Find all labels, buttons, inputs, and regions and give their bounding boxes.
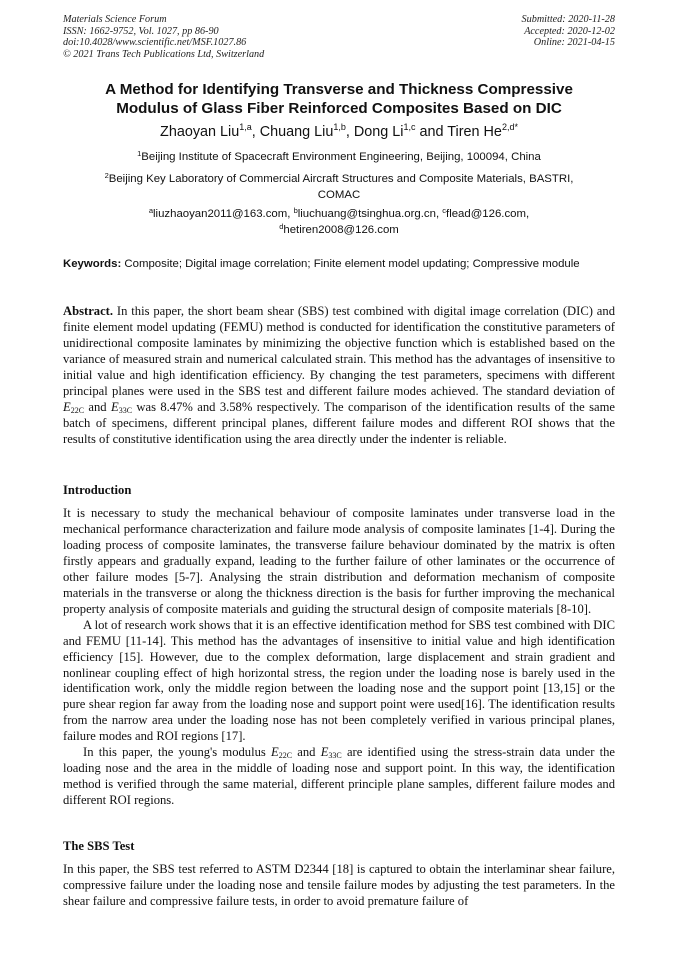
sbs-paragraph-1: In this paper, the SBS test referred to ASTM D2344 [18] is captured to obtain the interlaminar shear failure, compressive failure under the loading nose and tensile failure modes by adjusting the test parameters. In the shear failure and compressive failure tests, in order to avoid premature failure of bbox=[63, 862, 615, 908]
paper-title bbox=[60, 80, 618, 118]
author-list bbox=[40, 123, 638, 141]
sbs-body bbox=[63, 862, 615, 910]
journal-header-left bbox=[63, 14, 264, 60]
symbol-subscript: 22C bbox=[70, 405, 85, 415]
intro-paragraph-2: A lot of research work shows that it is an effective identification method for SBS test combined with DIC and FEMU [11-14]. This method has the advantages of insensitive to initial value and high identification efficiency [15]. However, due to the complex deformation, large displacement and strain gradient and nonlinear coupling effect of high horizontal stress, the region under the loading nose is barely used in the identification work, only the middle region between the loading nose and the support point [13,15] or the pure shear region far away from the loading nose and support point were used[16]. The identification results from the narrow area under the loading nose has not been completely verified in various principal planes, failure modes and ROI regions [17]. bbox=[63, 617, 615, 744]
journal-header-right bbox=[522, 14, 615, 49]
author-affil-sup: 1,b bbox=[333, 122, 346, 132]
title-line-1: A Method for Identifying Transverse and Thickness Compressive bbox=[105, 81, 573, 98]
journal-name: Materials Science Forum bbox=[63, 14, 167, 25]
title-line-2: Modulus of Glass Fiber Reinforced Composites Based on DIC bbox=[116, 100, 562, 117]
author-name: Chuang Liu bbox=[259, 124, 334, 140]
keywords bbox=[63, 257, 615, 273]
email-d: hetiren2008@126.com bbox=[283, 224, 399, 236]
submitted-date: Submitted: 2020-11-28 bbox=[521, 14, 615, 25]
author-sep: , bbox=[345, 124, 354, 140]
author-affil-sup: 1,c bbox=[403, 122, 416, 132]
author-affil-sup: 2,d* bbox=[501, 122, 518, 132]
intro-p3-text-2: and bbox=[292, 745, 321, 760]
author-name: Dong Li bbox=[353, 124, 404, 140]
affil-text: Beijing Key Laboratory of Commercial Aircraft Structures and Composite Materials, BASTRI, bbox=[108, 173, 574, 185]
symbol-subscript: 33C bbox=[118, 405, 133, 415]
symbol-e33c bbox=[321, 745, 342, 759]
author-sep: and bbox=[415, 124, 448, 140]
abstract-text-2: and bbox=[84, 399, 111, 414]
section-heading-sbs-test: The SBS Test bbox=[63, 839, 135, 853]
intro-p3-text-1: In this paper, the young's modulus bbox=[83, 745, 272, 760]
affil-sup: 2 bbox=[104, 171, 109, 180]
symbol-letter: E bbox=[110, 399, 119, 414]
symbol-letter: E bbox=[63, 399, 71, 414]
symbol-e33c bbox=[111, 400, 132, 414]
journal-copyright: © 2021 Trans Tech Publications Ltd, Switzerland bbox=[63, 48, 265, 60]
symbol-letter: E bbox=[320, 745, 329, 760]
email-a: liuzhaoyan2011@163.com, bbox=[153, 208, 294, 220]
author-affil-sup: 1,a bbox=[239, 122, 252, 132]
email-sup: b bbox=[293, 206, 298, 215]
keywords-text: Composite; Digital image correlation; Finite element model updating; Compressive module bbox=[124, 258, 580, 270]
email-b: liuchuang@tsinghua.org.cn, bbox=[297, 208, 443, 220]
author-sep: , bbox=[251, 124, 260, 140]
email-sup: c bbox=[442, 206, 447, 215]
keywords-label: Keywords: bbox=[63, 258, 122, 270]
intro-paragraph-3 bbox=[63, 745, 615, 809]
symbol-subscript: 33C bbox=[328, 751, 342, 761]
journal-issn: ISSN: 1662-9752, Vol. 1027, pp 86-90 bbox=[63, 25, 219, 37]
author-name: Zhaoyan Liu bbox=[160, 124, 240, 140]
affiliation-1 bbox=[60, 149, 618, 165]
abstract-text-1: In this paper, the short beam shear (SBS) test combined with digital image correlation (DIC) and finite element model updating (FEMU) method is conducted for identification the constitutive parameters of unidirectional composite laminates by minimizing the objective function which is established based on the variance of measured strain and numerical calculated strain. This method has the advantages of insensitive to initial value and high identification efficiency. By changing the test parameters, specimens with different principal planes were used in the SBS test and different failure modes achieved. The standard deviation of bbox=[63, 304, 615, 398]
symbol-subscript: 22C bbox=[278, 751, 293, 761]
affiliation-2 bbox=[60, 171, 618, 203]
affil-text: Beijing Institute of Spacecraft Environment Engineering, Beijing, 100094, China bbox=[141, 151, 541, 163]
symbol-letter: E bbox=[271, 745, 279, 760]
email-sup: d bbox=[279, 222, 284, 231]
abstract bbox=[63, 304, 615, 448]
journal-doi: doi:10.4028/www.scientific.net/MSF.1027.86 bbox=[63, 37, 247, 49]
symbol-e22c bbox=[271, 745, 292, 759]
introduction-body bbox=[63, 506, 615, 809]
abstract-label: Abstract. bbox=[63, 304, 114, 318]
online-date: Online: 2021-04-15 bbox=[533, 37, 615, 49]
symbol-e22c bbox=[63, 400, 84, 414]
abstract-text-3: was 8.47% and 3.58% respectively. The comparison of the identification results of the same batch of specimens, different principal planes, different failure modes and different ROI shows that the results of constitutive identification using the area directly under the indenter is reliable. bbox=[63, 399, 616, 446]
section-heading-introduction: Introduction bbox=[63, 483, 132, 497]
email-c: flead@126.com, bbox=[446, 208, 530, 220]
affil-sup: 1 bbox=[137, 149, 142, 158]
intro-paragraph-1: It is necessary to study the mechanical behaviour of composite laminates under transverse load in the mechanical performance characterization and failure mode analysis of composite laminates [1-4]. During the loading process of composite laminates, the transverse failure behaviour dominated by the matrix is often firstly appears and gradually expand, leading to the further failure of other laminates or the occurrence of other failure modes [5-7]. Analysing the strain distribution and deformation mechanism of composite materials in the transverse or along the thickness direction is the basis for further improving the mechanical property analysis of composite materials and guiding the structural design of composite materials [8-10]. bbox=[63, 506, 615, 616]
email-sup: a bbox=[148, 206, 154, 215]
affil-text-line-2: COMAC bbox=[317, 189, 361, 201]
accepted-date: Accepted: 2020-12-02 bbox=[524, 25, 615, 37]
intro-p3-text-3: are identified using the stress-strain data under the loading nose and the area in the middle of loading nose and support point. In this way, the identification method is verified through the same material, different principle plane samples, different failure modes and different ROI regions. bbox=[63, 745, 615, 808]
author-emails bbox=[60, 206, 618, 238]
author-name: Tiren He bbox=[447, 124, 502, 140]
